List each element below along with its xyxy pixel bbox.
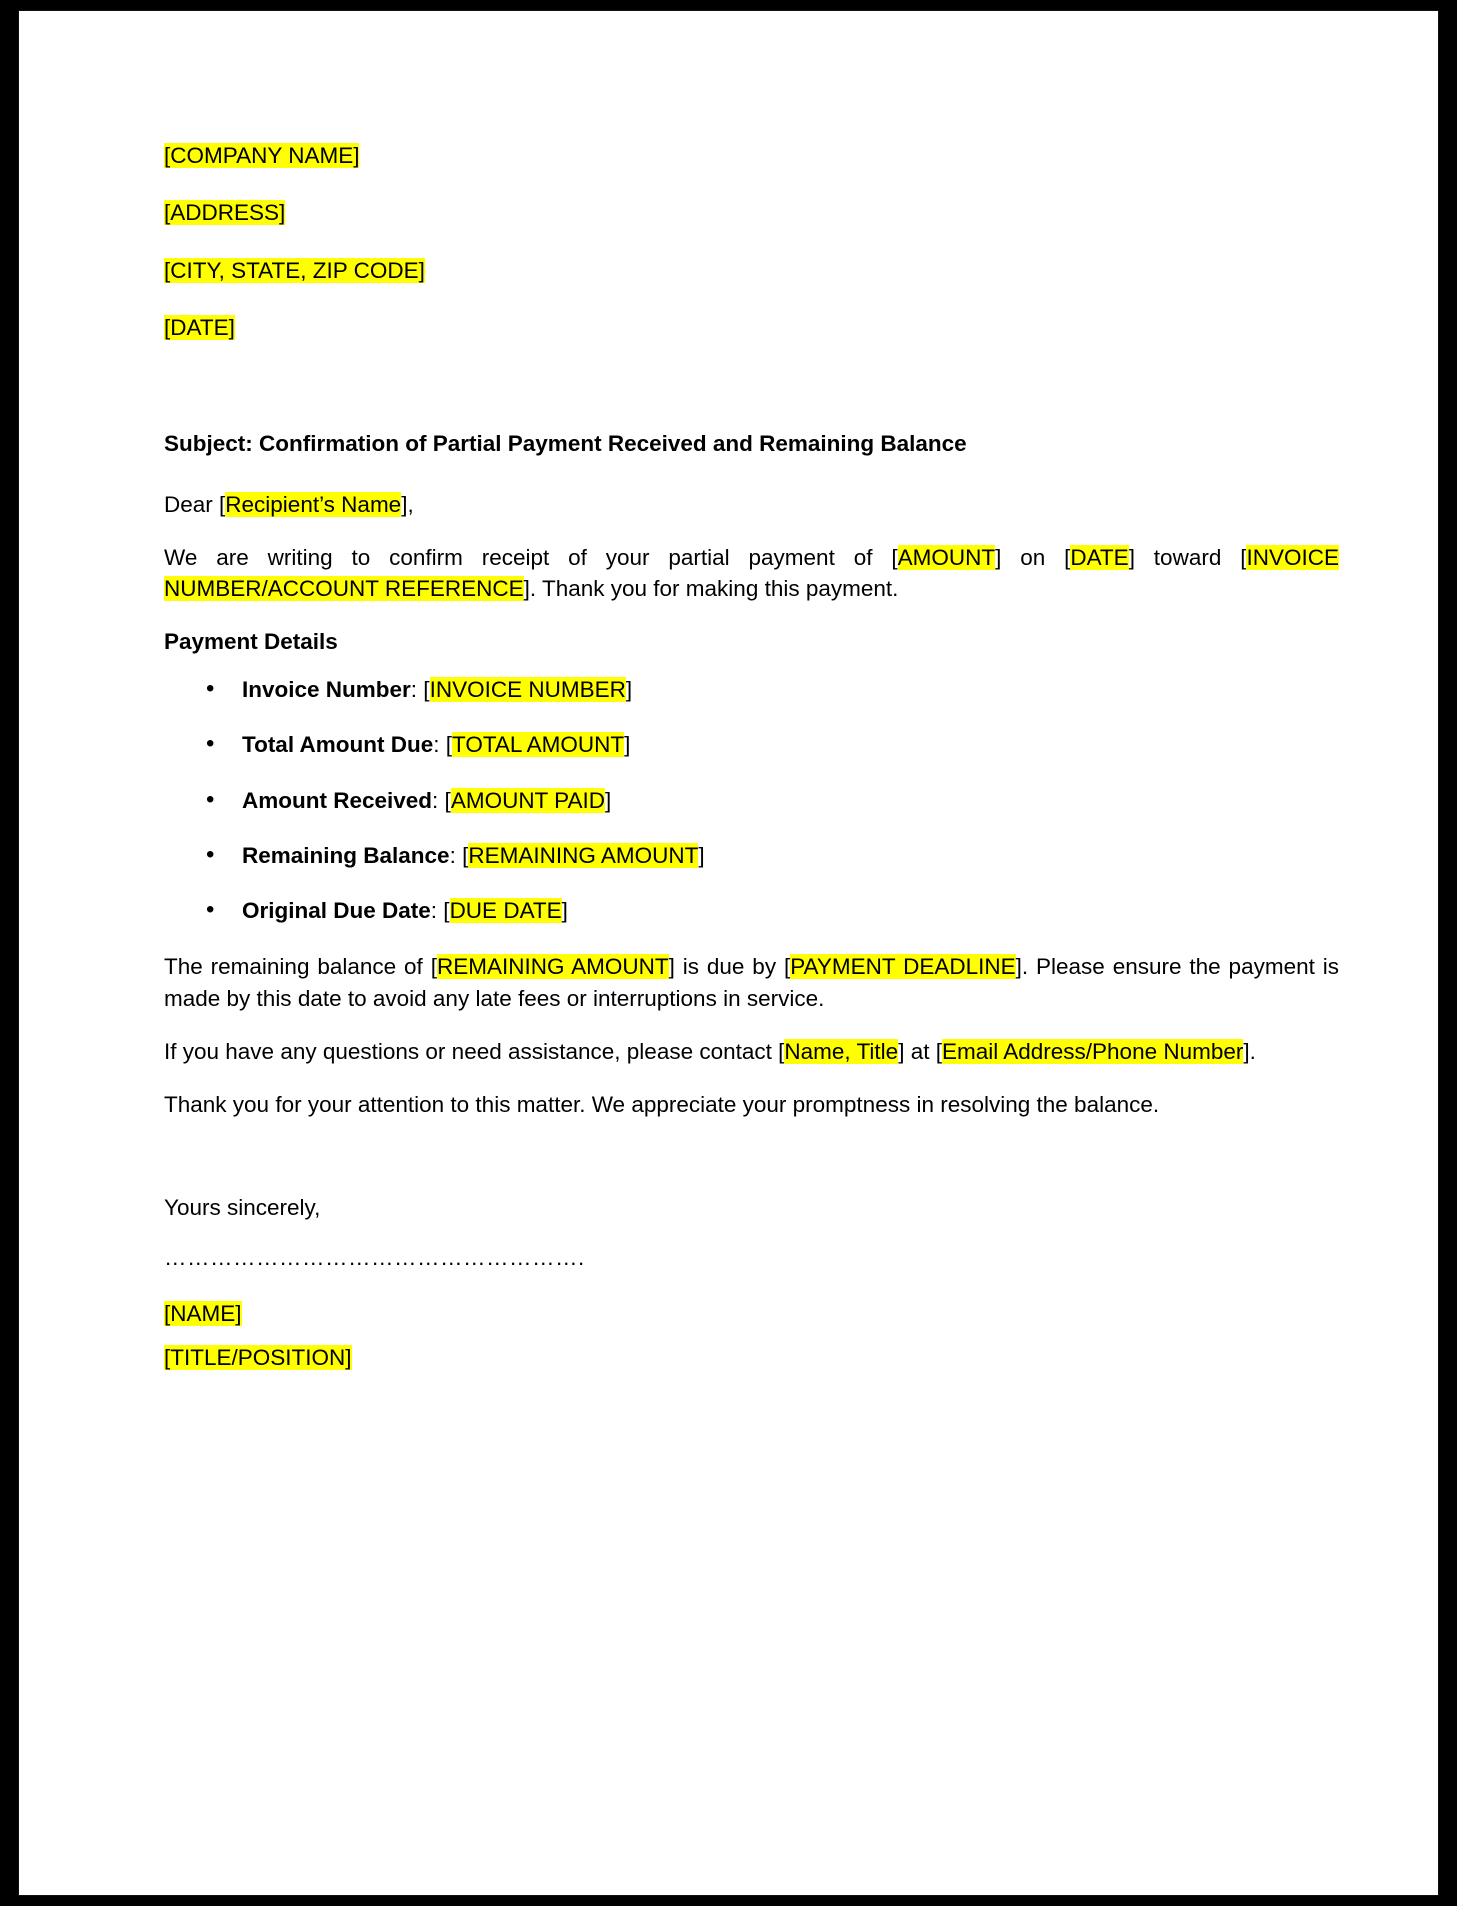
payment-details-heading: Payment Details [164,629,338,655]
detail-label: Remaining Balance [242,842,450,868]
amount-placeholder: AMOUNT [897,545,996,571]
balance-paragraph [164,951,1339,1013]
intro-paragraph [164,542,1339,604]
closing-paragraph: Thank you for your attention to this matter. We appreciate your promptness in resolving the balance. [164,1091,1160,1117]
contact-name-title-placeholder: Name, Title [784,1038,899,1064]
contact-part-2: ] at [ [898,1038,942,1064]
salutation-suffix: ], [401,492,414,518]
address-value: [ADDRESS] [164,200,286,226]
letter-body [164,141,1339,1371]
recipient-name-placeholder: Recipient’s Name [225,492,402,518]
detail-label: Original Due Date [242,898,431,924]
intro-part-2: ] on [ [995,545,1071,571]
payment-deadline-placeholder: PAYMENT DEADLINE [790,954,1016,980]
list-item: • Remaining Balance: [REMAINING AMOUNT] [242,841,1339,870]
contact-paragraph [164,1036,1339,1067]
signer-title-value: [TITLE/POSITION] [164,1344,352,1370]
balance-part-2: ] is due by [ [668,954,791,980]
detail-value: REMAINING AMOUNT [468,842,699,868]
detail-value: INVOICE NUMBER [429,677,626,703]
signer-name-line [164,1301,1339,1327]
salutation [164,489,1339,520]
header-spacer [164,370,1339,428]
detail-value: DUE DATE [449,898,562,924]
sign-off: Yours sincerely, [164,1194,321,1220]
signer-name-value: [NAME] [164,1300,242,1326]
subject-line: Subject: Confirmation of Partial Payment Received and Remaining Balance [164,431,967,456]
contact-part-3: ]. [1243,1038,1256,1064]
signer-title-line [164,1345,1339,1371]
detail-label: Amount Received [242,787,433,813]
detail-value: TOTAL AMOUNT [452,732,625,758]
intro-part-1: We are writing to confirm receipt of your partial payment of [ [164,545,898,571]
company-name-value: [COMPANY NAME] [164,143,360,168]
city-state-zip-value: [CITY, STATE, ZIP CODE] [164,257,425,283]
company-name-line [164,141,1339,170]
balance-part-3: ]. Please ensure the payment is made by this date to avoid any late fees or interruptions in service. [164,954,1339,1011]
address-line [164,198,1339,227]
document-page [18,10,1439,1896]
salutation-prefix: Dear [ [164,492,226,518]
list-item: • Invoice Number: [INVOICE NUMBER] [242,675,1339,704]
detail-value: AMOUNT PAID [450,787,605,813]
detail-label: Total Amount Due [242,732,434,758]
balance-part-1: The remaining balance of [ [164,954,437,980]
date-value: [DATE] [164,314,235,340]
detail-label: Invoice Number [242,677,411,703]
list-item: • Total Amount Due: [TOTAL AMOUNT] [242,730,1339,759]
city-state-zip-line [164,256,1339,285]
intro-part-3: ] toward [ [1128,545,1247,571]
invoice-reference-placeholder: INVOICE NUMBER/ACCOUNT REFERENCE [164,545,1339,602]
signature-spacer [164,1142,1339,1192]
payment-date-placeholder: DATE [1070,545,1129,571]
remaining-amount-placeholder: REMAINING AMOUNT [436,954,669,980]
list-item: • Original Due Date: [DUE DATE] [242,896,1339,925]
signature-line: ………………………………………………. [164,1244,585,1270]
contact-part-1: If you have any questions or need assistance, please contact [ [164,1038,785,1064]
list-item: • Amount Received: [AMOUNT PAID] [242,786,1339,815]
payment-details-list [164,675,1339,925]
intro-part-4: ]. Thank you for making this payment. [523,576,899,602]
date-line [164,313,1339,342]
contact-details-placeholder: Email Address/Phone Number [941,1038,1244,1064]
